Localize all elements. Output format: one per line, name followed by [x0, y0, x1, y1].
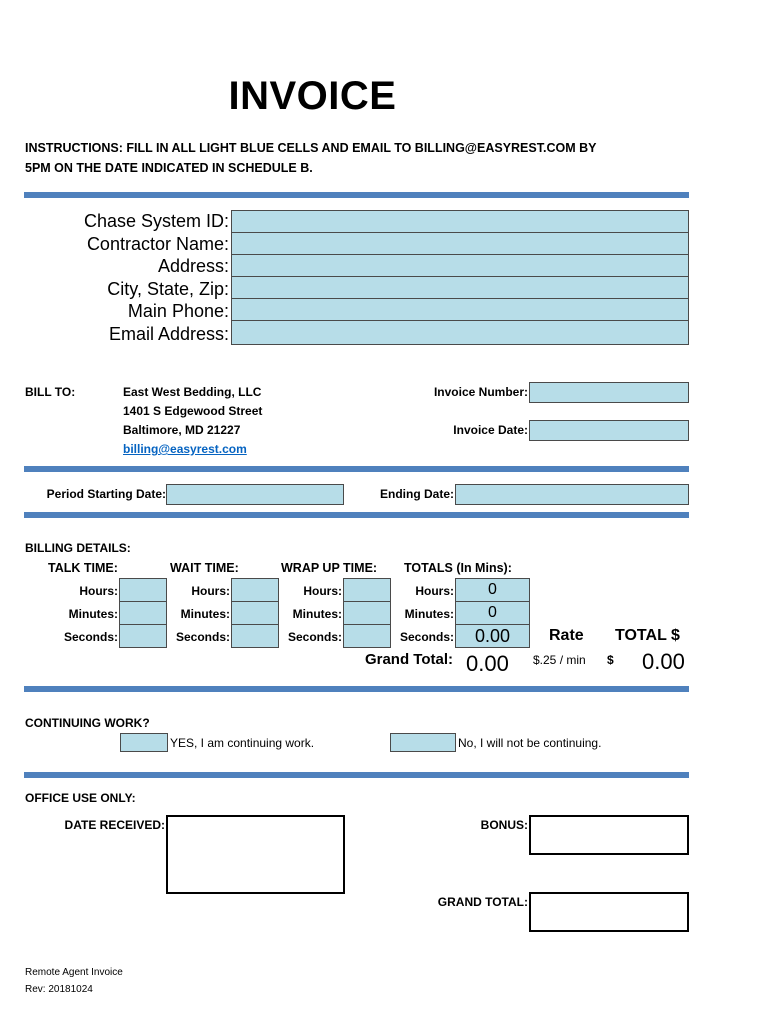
period-end-label: Ending Date:: [380, 487, 454, 501]
wait-hours-label: Hours:: [191, 584, 230, 598]
instructions-line-2: 5PM ON THE DATE INDICATED IN SCHEDULE B.: [25, 161, 313, 175]
date-received-box[interactable]: [166, 815, 345, 894]
invoice-date-field[interactable]: [529, 420, 689, 441]
email-address-field[interactable]: [231, 320, 689, 345]
total-minutes-label: Minutes:: [404, 607, 454, 621]
total-seconds-value: 0.00: [455, 624, 530, 648]
instructions: [25, 138, 625, 178]
date-received-label: DATE RECEIVED:: [64, 818, 165, 832]
period-end-field[interactable]: [455, 484, 689, 505]
email-address-label: Email Address:: [108, 324, 229, 344]
invoice-date-label: Invoice Date:: [453, 423, 528, 437]
divider: [24, 192, 689, 198]
wait-minutes-label: Minutes:: [180, 607, 230, 621]
continuing-yes-checkbox[interactable]: [120, 733, 168, 752]
total-hours-value: 0: [455, 578, 530, 602]
wait-seconds-label: Seconds:: [175, 630, 230, 644]
office-use-heading: OFFICE USE ONLY:: [25, 791, 136, 805]
divider: [24, 512, 689, 518]
office-grand-total-label: GRAND TOTAL:: [437, 895, 528, 909]
talk-hours-label: Hours:: [79, 584, 118, 598]
invoice-number-label: Invoice Number:: [433, 385, 528, 399]
instructions-line-1: INSTRUCTIONS: FILL IN ALL LIGHT BLUE CELLS AND EMAIL TO BILLING@EASYREST.COM BY: [25, 141, 597, 155]
wrap-hours-label: Hours:: [303, 584, 342, 598]
city-state-zip-field[interactable]: [231, 276, 689, 299]
bonus-label: BONUS:: [480, 818, 528, 832]
office-grand-total-box[interactable]: [529, 892, 689, 932]
main-phone-field[interactable]: [231, 298, 689, 321]
wrap-minutes-label: Minutes:: [292, 607, 342, 621]
bonus-box[interactable]: [529, 815, 689, 855]
bill-to-street: 1401 S Edgewood Street: [123, 404, 263, 418]
divider: [24, 466, 689, 472]
grand-total-label: Grand Total:: [364, 651, 453, 668]
city-state-zip-label: City, State, Zip:: [107, 279, 229, 299]
footer-form-name: Remote Agent Invoice: [25, 967, 123, 978]
continuing-work-heading: CONTINUING WORK?: [25, 716, 150, 730]
period-start-field[interactable]: [166, 484, 344, 505]
totals-heading: TOTALS (In Mins):: [404, 561, 512, 575]
invoice-number-field[interactable]: [529, 382, 689, 403]
wrap-seconds-label: Seconds:: [287, 630, 342, 644]
contractor-name-label: Contractor Name:: [86, 234, 229, 254]
total-dollar-heading: TOTAL $: [615, 627, 680, 644]
grand-total-value: 0.00: [466, 651, 509, 676]
continuing-no-label: No, I will not be continuing.: [458, 736, 602, 750]
talk-seconds-label: Seconds:: [63, 630, 118, 644]
rate-value: $.25 / min: [533, 653, 586, 667]
contractor-name-field[interactable]: [231, 232, 689, 255]
total-minutes-value: 0: [455, 601, 530, 625]
address-label: Address:: [157, 256, 229, 276]
divider: [24, 686, 689, 692]
chase-id-field[interactable]: [231, 210, 689, 233]
main-phone-label: Main Phone:: [127, 301, 229, 321]
divider: [24, 772, 689, 778]
address-field[interactable]: [231, 254, 689, 277]
wrap-up-time-heading: WRAP UP TIME:: [281, 561, 378, 575]
bill-to-city: Baltimore, MD 21227: [123, 423, 241, 437]
talk-time-heading: TALK TIME:: [48, 561, 118, 575]
rate-heading: Rate: [549, 627, 584, 644]
wait-time-heading: WAIT TIME:: [170, 561, 239, 575]
dollar-sign: $: [607, 653, 614, 667]
total-seconds-label: Seconds:: [399, 630, 454, 644]
billing-details-heading: BILLING DETAILS:: [25, 541, 131, 555]
total-value: 0.00: [642, 649, 685, 674]
continuing-no-checkbox[interactable]: [390, 733, 456, 752]
chase-id-label: Chase System ID:: [83, 211, 229, 231]
continuing-yes-label: YES, I am continuing work.: [170, 736, 315, 750]
bill-to-company: East West Bedding, LLC: [123, 385, 262, 399]
talk-minutes-label: Minutes:: [68, 607, 118, 621]
total-hours-label: Hours:: [415, 584, 454, 598]
bill-to-email-link[interactable]: billing@easyrest.com: [123, 442, 247, 456]
bill-to-label: BILL TO:: [25, 385, 76, 399]
footer-revision: Rev: 20181024: [25, 984, 93, 995]
page-title: INVOICE: [228, 74, 397, 118]
period-start-label: Period Starting Date:: [46, 487, 166, 501]
